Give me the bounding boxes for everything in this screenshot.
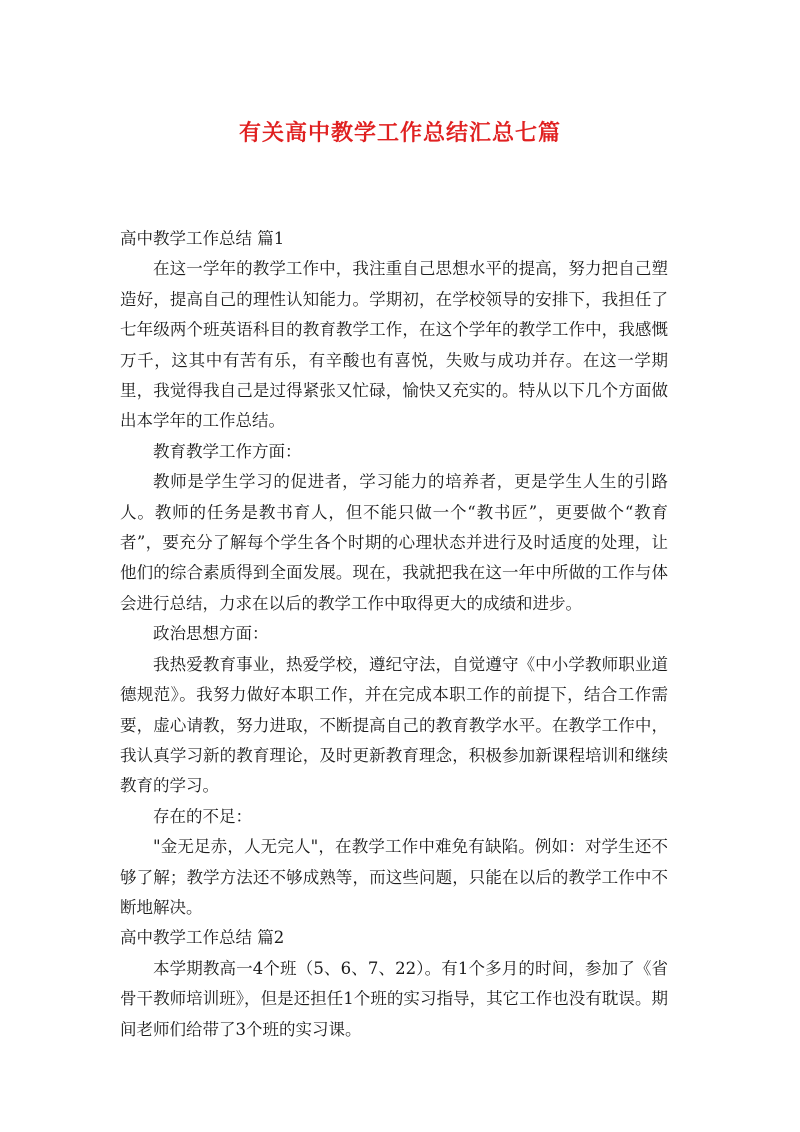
paragraph: 本学期教高一4个班（5、6、7、22）。有1个多月的时间，参加了《省骨干教师培训班》，但是还担任1个班的实习指导，其它工作也没有耽误。期间老师们给带了3个班的实习课。 [120, 958, 668, 1039]
paragraph: 在这一学年的教学工作中，我注重自己思想水平的提高，努力把自己塑造好，提高自己的理性认知能力。学期初，在学校领导的安排下，我担任了七年级两个班英语科目的教育教学工作，在这个学年的教学工作中，我感慨万千，这其中有苦有乐，有辛酸也有喜悦，失败与成功并存。在这一学期里，我觉得我自己是过得紧张又忙碌，愉快又充实的。特从以下几个方面做出本学年的工作总结。 [120, 259, 668, 431]
paragraph: "金无足赤，人无完人"，在教学工作中难免有缺陷。例如：对学生还不够了解；教学方法还不够成熟等，而这些问题，只能在以后的教学工作中不断地解决。 [120, 837, 668, 917]
subheading-shortcomings: 存在的不足： [153, 806, 252, 826]
subheading-teaching: 教育教学工作方面： [153, 441, 302, 461]
paragraph: 教师是学生学习的促进者，学习能力的培养者，更是学生人生的引路人。教师的任务是教书育人，但不能只做一个“教书匠”，更要做个“教育者”，要充分了解每个学生各个时期的心理状态并进行及时适度的处理，让他们的综合素质得到全面发展。现在，我就把我在这一年中所做的工作与体会进行总结，力求在以后的教学工作中取得更大的成绩和进步。 [120, 472, 668, 613]
document-body [120, 224, 668, 1045]
subheading-politics: 政治思想方面： [153, 624, 269, 644]
section-heading-2: 高中教学工作总结 篇2 [120, 928, 285, 948]
paragraph: 我热爱教育事业，热爱学校，遵纪守法，自觉遵守《中小学教师职业道德规范》。我努力做好本职工作，并在完成本职工作的前提下，结合工作需要，虚心请教，努力进取，不断提高自己的教育教学水平。在教学工作中，我认真学习新的教育理论，及时更新教育理念，积极参加新课程培训和继续教育的学习。 [120, 654, 668, 796]
document-title: 有关高中教学工作总结汇总七篇 [238, 120, 561, 146]
section-heading-1: 高中教学工作总结 篇1 [120, 229, 285, 248]
